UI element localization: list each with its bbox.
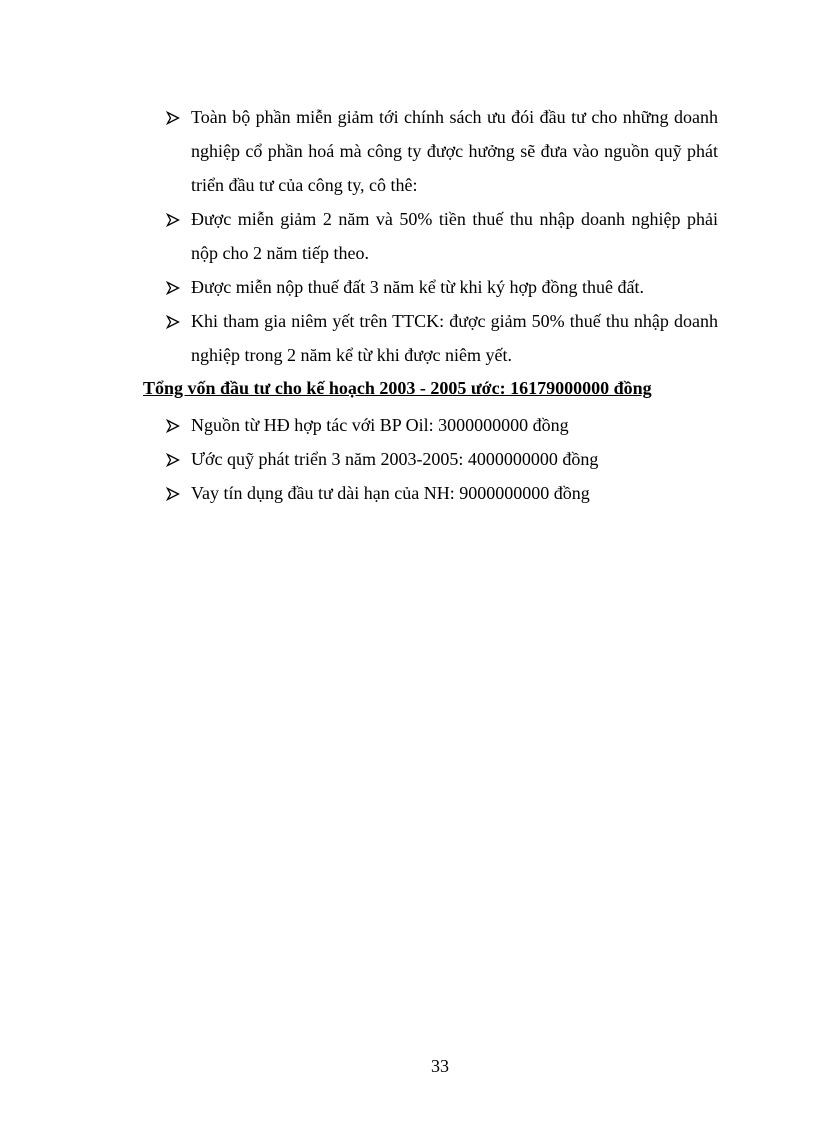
- funding-sources-list: [166, 408, 718, 510]
- arrow-right-icon: [166, 213, 180, 227]
- list-item: [166, 408, 718, 442]
- list-item: [166, 304, 718, 372]
- list-item-text: Vay tín dụng đầu tư dài hạn của NH: 9000000000 đồng: [191, 483, 590, 503]
- section-heading: Tổng vốn đầu tư cho kế hoạch 2003 - 2005 ước: 16179000000 đồng: [143, 378, 652, 398]
- arrow-right-icon: [166, 487, 180, 501]
- arrow-right-icon: [166, 453, 180, 467]
- list-item-text: Được miễn giảm 2 năm và 50% tiền thuế thu nhập doanh nghiệp phải nộp cho 2 năm tiếp theo.: [191, 209, 718, 263]
- arrow-right-icon: [166, 315, 180, 329]
- incentives-list: [166, 100, 718, 372]
- list-item-text: Ước quỹ phát triển 3 năm 2003-2005: 4000000000 đồng: [191, 449, 599, 469]
- arrow-right-icon: [166, 111, 180, 125]
- list-item: [166, 476, 718, 510]
- list-item: [166, 270, 718, 304]
- list-item-text: Được miễn nộp thuế đất 3 năm kể từ khi ký hợp đồng thuê đất.: [191, 277, 644, 297]
- page-number: 33: [431, 1056, 449, 1076]
- arrow-right-icon: [166, 419, 180, 433]
- list-item-text: Khi tham gia niêm yết trên TTCK: được giảm 50% thuế thu nhập doanh nghiệp trong 2 năm kể từ khi được niêm yết.: [191, 311, 718, 365]
- list-item: [166, 442, 718, 476]
- list-item-text: Nguồn từ HĐ hợp tác với BP Oil: 3000000000 đồng: [191, 415, 569, 435]
- list-item: [166, 202, 718, 270]
- arrow-right-icon: [166, 281, 180, 295]
- list-item: [166, 100, 718, 202]
- list-item-text: Toàn bộ phần miễn giảm tới chính sách ưu đói đầu tư cho những doanh nghiệp cổ phần hoá mà công ty được hưởng sẽ đưa vào nguồn quỹ phát triển đầu tư của công ty, cô thê:: [191, 107, 718, 195]
